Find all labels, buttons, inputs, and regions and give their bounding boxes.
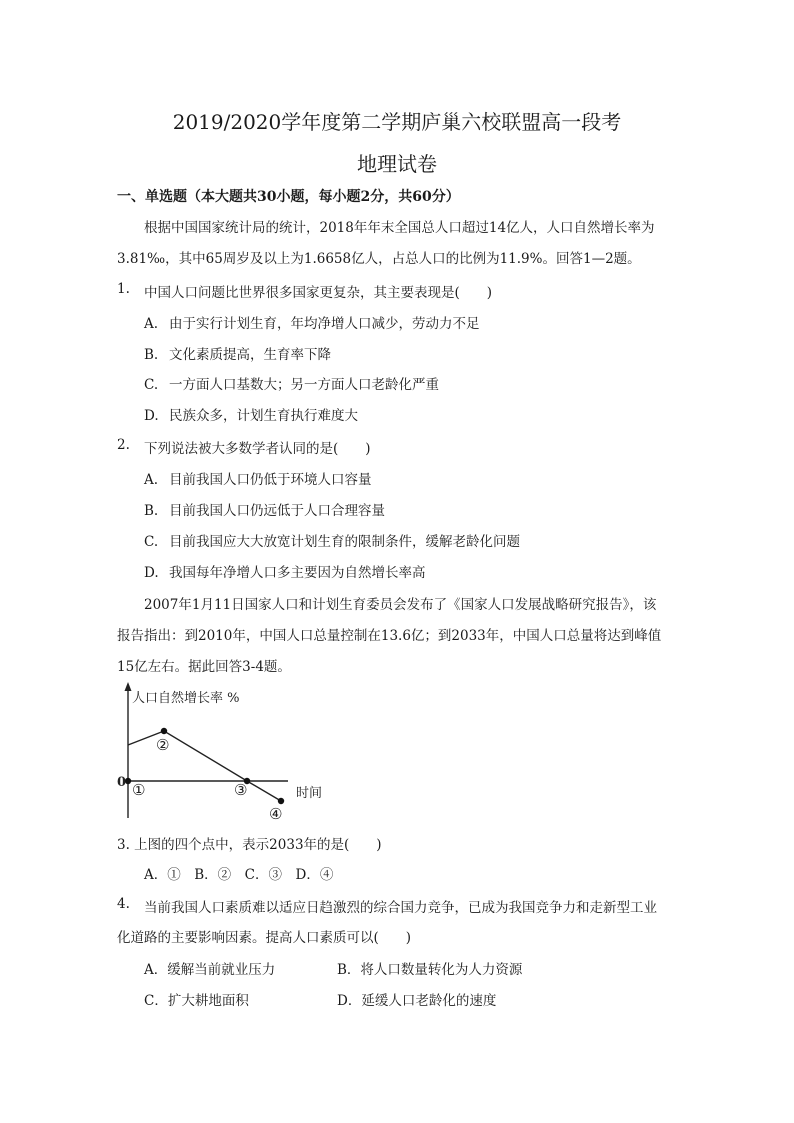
y-axis-arrow [125,682,132,691]
material-2-line-1: 2007年1月11日国家人口和计划生育委员会发布了《国家人口发展战略研究报告》，该 [144,597,657,613]
option-letter: D. [144,565,159,581]
point-4-dot [278,798,284,804]
y-axis-label: 人口自然增长率 % [132,691,240,706]
q3-stem: 3. 上图的四个点中，表示2033年的是( ) [117,837,382,853]
q1-option-d [144,404,358,424]
q3-options: A．① B．② C．③ D．④ [144,867,334,883]
trend-line [128,731,281,801]
q4-option-d: D．延缓人口老龄化的速度 [337,993,497,1009]
option-text: 目前我国应大大放宽计划生育的限制条件，缓解老龄化问题 [169,534,520,550]
option-text: 民族众多，计划生育执行难度大 [169,408,358,424]
option-letter: B. [144,347,159,363]
point-4-label: ④ [269,805,283,823]
option-text: 目前我国人口仍低于环境人口容量 [169,472,372,488]
point-2-label: ② [156,736,170,754]
point-3-label: ③ [234,781,248,799]
option-letter: A. [144,316,159,332]
material-1-line-2: 3.81‰，其中65周岁及以上为1.6658亿人，占总人口的比例为11.9%。回答1—2题。 [117,251,641,267]
q4-stem-line-1: 当前我国人口素质难以适应日趋激烈的综合国力竞争，已成为我国竞争力和走新型工业 [144,900,657,916]
q1-number: 1. [117,281,130,297]
option-letter: B. [144,503,159,519]
q2-option-c [144,530,520,550]
option-text: 一方面人口基数大；另一方面人口老龄化严重 [169,377,439,393]
option-text: 文化素质提高，生育率下降 [169,347,331,363]
point-1-label: ① [132,781,146,799]
q1-option-c [144,373,439,393]
q2-option-a [144,468,372,488]
option-letter: C. [144,377,159,393]
q2-option-b [144,499,385,519]
q1-option-a [144,312,480,332]
q1-stem: 中国人口问题比世界很多国家更复杂，其主要表现是( ) [144,285,493,301]
origin-label: 0 [117,775,127,790]
option-letter: A. [144,472,159,488]
material-2-line-3: 15亿左右。据此回答3-4题。 [117,659,291,675]
q2-stem: 下列说法被大多数学者认同的是( ) [144,441,371,457]
q2-option-d [144,561,426,581]
material-1-line-1: 根据中国国家统计局的统计，2018年年末全国总人口超过14亿人，人口自然增长率为 [144,220,655,236]
option-letter: D. [144,408,159,424]
option-text: 由于实行计划生育，年均净增人口减少，劳动力不足 [169,316,480,332]
exam-title: 2019/2020学年度第二学期庐巢六校联盟高一段考 [172,110,622,134]
material-2-line-2: 报告指出：到2010年，中国人口总量控制在13.6亿；到2033年，中国人口总量将达到峰值 [117,628,662,644]
q4-number: 4. [117,896,130,912]
q4-stem-line-2: 化道路的主要影响因素。提高人口素质可以( ) [117,930,412,946]
option-letter: C. [144,534,159,550]
point-2-dot [161,728,167,734]
option-text: 我国每年净增人口多主要因为自然增长率高 [169,565,426,581]
x-axis-label: 时间 [296,786,323,801]
q2-number: 2. [117,437,130,453]
q4-option-c: C．扩大耕地面积 [144,993,249,1009]
exam-subtitle: 地理试卷 [357,152,437,176]
q4-option-b: B．将人口数量转化为人力资源 [337,962,523,978]
q1-option-b [144,343,331,363]
section-heading: 一、单选题（本大题共30小题，每小题2分，共60分） [117,189,460,205]
option-text: 目前我国人口仍远低于人口合理容量 [169,503,385,519]
growth-rate-figure [110,678,350,828]
q4-option-a: A．缓解当前就业压力 [144,962,276,978]
